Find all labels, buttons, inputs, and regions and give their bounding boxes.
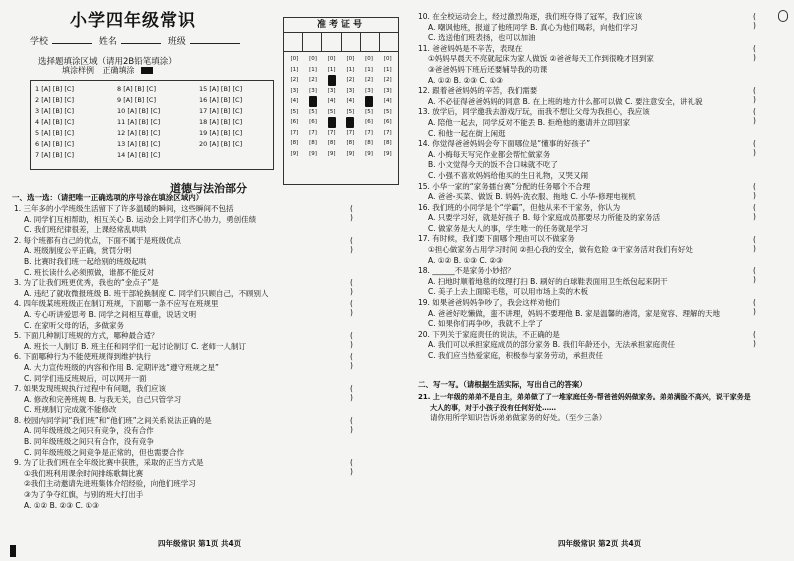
ticket-digit-bubble[interactable]: [9] xyxy=(346,150,355,157)
answer-blank[interactable]: ( ) xyxy=(753,107,756,126)
left-question-column xyxy=(14,204,353,511)
answer-blank[interactable]: ( ) xyxy=(753,12,756,30)
ticket-digit-bubble[interactable]: [6] xyxy=(346,117,354,128)
answer-option: ②我们主动邀请先进班集体介绍经验，向他们班学习 xyxy=(24,479,196,489)
question-stem: 8. 校园内同学间“我们班”和“他们班”之间关系说法正确的是 xyxy=(14,415,212,425)
ticket-digit-bubble[interactable]: [9] xyxy=(383,150,392,157)
bubble-item[interactable]: 20 [A] [B] [C] xyxy=(199,140,243,148)
ticket-number-boxes xyxy=(284,33,398,52)
ticket-digit-bubble[interactable]: [7] xyxy=(346,129,355,136)
registration-mark xyxy=(10,545,16,557)
answer-bubble-grid xyxy=(30,80,274,170)
ticket-digit-bubble[interactable]: [9] xyxy=(309,150,317,157)
question-stem: 12. 跟着爸爸妈妈的辛苦，我们需要 xyxy=(418,86,538,96)
question-stem: 9. 为了让我们班在全年级比赛中获胜，采取的正当方式是 xyxy=(14,458,204,468)
bubble-item[interactable]: 2 [A] [B] [C] xyxy=(35,96,74,104)
ticket-digit-bubble[interactable]: [5] xyxy=(309,108,317,115)
page-footer-left: 四年级常识 第1页 共4页 xyxy=(158,539,242,548)
ticket-digit-bubble[interactable]: [1] xyxy=(290,66,299,73)
ticket-digit-bubble[interactable]: [8] xyxy=(290,140,299,146)
ticket-digit-bubble[interactable]: [9] xyxy=(290,150,299,157)
answer-blank[interactable]: ( ) xyxy=(753,181,756,200)
question-stem: 5. 下面几种制订班规的方式，哪种最合适？ xyxy=(14,331,159,341)
ticket-digit-bubble[interactable]: [3] xyxy=(365,87,373,94)
bubble-item[interactable]: 3 [A] [B] [C] xyxy=(35,107,74,115)
answer-option: C. 班规制订完成就不能修改 xyxy=(24,405,117,415)
school-label: 学校 xyxy=(30,37,49,47)
ticket-digit-bubble[interactable]: [5] xyxy=(365,108,373,115)
question-stem: 20. 下列关于家庭责任的说法，不正确的是 xyxy=(418,329,560,339)
answer-blank[interactable]: ( ) xyxy=(350,278,353,297)
answer-option: A. 班长一人制订 B. 班主任和同学们一起讨论制订 C. 老师一人制订 xyxy=(24,341,246,351)
answer-option: C. 选送他们班表扬，也可以加油 xyxy=(428,33,536,43)
answer-blank[interactable]: ( ) xyxy=(350,416,353,434)
bubble-item[interactable]: 9 [A] [B] [C] xyxy=(117,96,156,104)
ticket-digit-bubble[interactable]: [6] xyxy=(309,119,317,125)
answer-blank[interactable]: ( ) xyxy=(753,202,756,221)
answer-blank[interactable]: ( ) xyxy=(753,298,756,317)
question-stem: 16. 我们班的小同学是个“学霸”，但他从来不干家务，你认为 xyxy=(418,202,621,212)
bubble-item[interactable]: 13 [A] [B] [C] xyxy=(117,140,161,148)
ticket-digit-bubble[interactable]: [8] xyxy=(365,140,373,146)
q21-line: 请你用所学知识告诉弟弟做家务的好处。（至少三条） xyxy=(430,413,607,423)
answer-option: C. 做家务是大人的事，学生唯一的任务就是学习 xyxy=(428,223,589,233)
ticket-digit-bubble[interactable]: [7] xyxy=(383,129,392,136)
bubble-item[interactable]: 16 [A] [B] [C] xyxy=(199,96,243,104)
question-stem: 3. 为了让我们班更优秀，我也的“金点子”是 xyxy=(14,278,159,288)
bubble-item[interactable]: 15 [A] [B] [C] xyxy=(199,85,243,93)
ticket-digit-column xyxy=(341,54,360,159)
ticket-digit-bubble[interactable]: [4] xyxy=(346,98,355,104)
answer-option: C. 美子上去上面晾毛毯，可以用市场上卖的木板 xyxy=(428,287,589,297)
ticket-digit-bubble[interactable]: [2] xyxy=(309,77,317,83)
bubble-item[interactable]: 12 [A] [B] [C] xyxy=(117,129,161,137)
ticket-digit-bubble[interactable]: [3] xyxy=(309,87,317,94)
example-correct: 正确填涂 xyxy=(102,66,135,75)
ticket-digit-bubble[interactable]: [4] xyxy=(309,96,317,107)
bubble-row xyxy=(35,150,269,161)
school-field[interactable] xyxy=(52,34,92,44)
fill-example xyxy=(62,66,153,76)
answer-blank[interactable]: ( ) xyxy=(350,458,353,477)
ticket-digit-bubble[interactable]: [0] xyxy=(309,56,317,62)
answer-blank[interactable]: ( ) xyxy=(350,384,353,403)
bubble-item[interactable]: 10 [A] [B] [C] xyxy=(117,107,161,115)
answer-option: B. 比赛时我们班一起给别的班级起哄 xyxy=(24,256,147,266)
bubble-row xyxy=(35,84,269,95)
ticket-digit-box[interactable] xyxy=(361,33,380,51)
class-label: 班级 xyxy=(167,37,186,47)
ticket-digit-bubble[interactable]: [8] xyxy=(383,140,392,146)
ticket-digit-box[interactable] xyxy=(342,33,361,51)
right-question-column xyxy=(418,12,756,362)
question-stem: 15. 小华一家的“家务擂台赛”分配的任务哪个不合理 xyxy=(418,181,591,191)
ticket-digit-box[interactable] xyxy=(322,33,341,51)
ticket-digit-bubble[interactable]: [6] xyxy=(383,119,392,125)
ticket-digit-box[interactable] xyxy=(303,33,322,51)
ticket-digit-bubble[interactable]: [1] xyxy=(365,66,373,73)
question-stem: 14. 你觉得爸爸妈妈会夸下面哪位是“懂事的好孩子” xyxy=(418,139,591,149)
question-stem: 17. 有时候，我们要下面哪个理由可以不做家务 xyxy=(418,234,575,244)
ticket-digit-box[interactable] xyxy=(284,33,303,51)
ticket-digit-bubble[interactable]: [4] xyxy=(365,96,373,107)
ticket-digit-bubble[interactable]: [5] xyxy=(327,108,336,115)
question-stem: 6. 下面哪种行为不能使班规得到维护执行 xyxy=(14,352,152,362)
ticket-digit-bubble[interactable]: [9] xyxy=(365,150,373,157)
answer-option: B. 小文觉得今天的饭不合口味就不吃了 xyxy=(428,160,558,170)
name-field[interactable] xyxy=(121,34,161,44)
ticket-digit-column xyxy=(285,54,304,159)
answer-option: A. ①② B. ②③ C. ①③ xyxy=(24,500,99,510)
ticket-digit-bubble[interactable]: [3] xyxy=(383,87,392,94)
q21-line: 21. 上一年级的弟弟不是自主，弟弟做了了一堆家庭任务-帮爸爸妈妈做家务。弟弟满脸不高兴，说干家务是 xyxy=(418,393,751,401)
answer-option: C. 我们班纪律很差，上课经常乱哄哄 xyxy=(24,225,147,235)
bubble-item[interactable]: 7 [A] [B] [C] xyxy=(35,151,74,159)
answer-blank[interactable]: ( ) xyxy=(753,266,756,285)
answer-option: ①担心做家务占用学习时间 ②担心我的安全，做有危险 ③干家务活对我们有好处 xyxy=(428,245,693,255)
q21-line: 大人的事，对于小孩子没有任何好处…… xyxy=(430,403,556,412)
answer-option: A. 违纪了就收微报班级 B. 班干部轮换制度 C. 同学们只顾自己，不顾别人 xyxy=(24,288,269,298)
answer-option: C. 小强不喜欢妈妈给他买的生日礼物，又哭又闹 xyxy=(428,170,589,180)
bubble-row xyxy=(35,117,269,128)
ticket-digit-bubble[interactable]: [5] xyxy=(290,108,299,115)
name-label: 姓名 xyxy=(98,37,117,47)
question-21 xyxy=(418,392,751,424)
answer-option: A. 我们可以承担家庭成员的部分家务 B. 我们年龄还小，无法承担家庭责任 xyxy=(428,340,676,350)
answer-blank[interactable]: ( ) xyxy=(350,352,353,371)
answer-blank[interactable]: ( ) xyxy=(753,86,756,105)
ticket-digit-bubble[interactable]: [1] xyxy=(327,66,336,73)
question-stem: 18. ______不是家务小妙招？ xyxy=(418,266,515,276)
answer-option: A. 陪他一起去，同学反对不能丢 B. 拒绝他的邀请并立即回家 xyxy=(428,117,631,127)
bubble-row xyxy=(35,128,269,139)
answer-option: A. 同学们互相帮助，相互关心 B. 运动会上同学们齐心协力，勇创佳绩 xyxy=(24,214,257,224)
answer-option: C. 在家听父母的话，多做家务 xyxy=(24,320,125,330)
answer-option: ①我们班利用课余时间排练歌舞比赛 xyxy=(24,468,144,478)
ticket-digit-bubble[interactable]: [2] xyxy=(365,77,373,83)
answer-option: A. 不必征得爸爸妈妈的同意 B. 在上班的地方什么都可以做 C. 要注意安全，讲礼貌 xyxy=(428,96,703,106)
part1-heading: 一、选一选：（请把唯一正确选项的序号涂在填涂区域内） xyxy=(12,193,204,202)
ticket-digit-bubble[interactable]: [7] xyxy=(327,129,336,136)
question-stem: 10. 在全校运动会上，经过激烈角逐，我们班夺得了冠军，我们应该 xyxy=(418,12,643,21)
bubble-item[interactable]: 1 [A] [B] [C] xyxy=(35,85,74,93)
question-stem: 13. 放学后，同学邀我去游戏厅玩，而我不想让父母为我担心，我应该 xyxy=(418,107,650,117)
ticket-digit-bubble[interactable]: [1] xyxy=(346,66,355,73)
answer-option: ③爸爸妈妈下班后还要辅导我的功课 xyxy=(428,64,548,74)
ticket-digit-column xyxy=(378,54,397,159)
question-stem: 2. 每个班都有自己的优点，下面不属于是班级优点 xyxy=(14,235,182,245)
question-stem: 4. 四年级某班班级正在制订班规，下面哪一条不应写在班规里 xyxy=(14,299,219,309)
bubble-row xyxy=(35,139,269,150)
answer-blank[interactable]: ( ) xyxy=(350,331,353,350)
answer-option: A. 同年级班级之间只有竞争，没有合作 xyxy=(24,426,154,436)
ticket-digit-bubble[interactable]: [0] xyxy=(365,56,373,62)
answer-option: C. 和他一起在街上闲逛 xyxy=(428,128,506,138)
ticket-digit-bubble[interactable]: [6] xyxy=(328,117,336,128)
bubble-item[interactable]: 5 [A] [B] [C] xyxy=(35,129,74,137)
bubble-item[interactable]: 11 [A] [B] [C] xyxy=(117,118,161,126)
ticket-digit-bubble[interactable]: [7] xyxy=(290,129,299,136)
bubble-item[interactable]: 4 [A] [B] [C] xyxy=(35,118,74,126)
question-stem: 7. 如果发现班规执行过程中有问题，我们应该 xyxy=(14,384,167,394)
ticket-digit-column xyxy=(360,54,379,159)
ticket-digit-bubble[interactable]: [8] xyxy=(309,140,317,146)
answer-option: C. 我们应当热爱家庭，积极参与家务劳动，承担责任 xyxy=(428,351,604,360)
ticket-digit-bubble[interactable]: [4] xyxy=(383,98,392,104)
ticket-digit-bubble[interactable]: [2] xyxy=(346,77,355,83)
ticket-digit-bubble[interactable]: [0] xyxy=(290,56,299,62)
bubble-item[interactable]: 19 [A] [B] [C] xyxy=(199,129,243,137)
answer-blank[interactable]: ( ) xyxy=(350,235,353,254)
example-label: 填涂样例 xyxy=(62,66,94,75)
ticket-digit-bubble[interactable]: [4] xyxy=(290,98,299,104)
section-title: 道德与法治部分 xyxy=(170,182,247,195)
answer-option: A. 大力宣传班级的内容和作用 B. 定期评选“遵守班规之星” xyxy=(24,362,219,372)
ticket-digit-bubble[interactable]: [8] xyxy=(327,140,336,146)
answer-option: A. ①② B. ②③ C. ①③ xyxy=(428,75,503,85)
bubble-row xyxy=(35,106,269,117)
answer-blank[interactable]: ( ) xyxy=(350,299,353,318)
ticket-digit-bubble[interactable]: [2] xyxy=(383,77,392,83)
answer-option: C. 同年级班级之间竞争是正常的，但也需要合作 xyxy=(24,447,185,457)
page-title: 小学四年级常识 xyxy=(70,11,196,31)
question-stem: 1. 三年多的小学班级生活留下了许多温暖的瞬间，这些瞬间不包括 xyxy=(14,204,234,213)
ticket-digit-bubble[interactable]: [3] xyxy=(290,87,299,94)
answer-option: ③为了争夺红旗，与别的班大打出手 xyxy=(24,490,144,500)
answer-option: C. 班长读什么必须照做，谁都不能反对 xyxy=(24,267,155,277)
fill-instruction: 选择题填涂区域（请用2B铅笔填涂） xyxy=(38,57,177,67)
ticket-digit-bubble[interactable]: [5] xyxy=(346,108,355,115)
answer-option: C. 如果你们再争吵，我就不上学了 xyxy=(428,319,544,329)
bubble-row xyxy=(35,95,269,106)
ticket-digit-bubble[interactable]: [8] xyxy=(346,140,355,146)
ticket-digit-box[interactable] xyxy=(380,33,398,51)
class-field[interactable] xyxy=(190,34,240,44)
question-stem: 19. 如果爸爸妈妈争吵了，我会这样劝他们 xyxy=(418,298,560,308)
answer-option: A. 爸爸-买菜、做饭 B. 妈妈-洗衣服、拖地 C. 小华-修理电视机 xyxy=(428,192,636,202)
question-stem: 11. 爸爸妈妈是不辛苦，表现在 xyxy=(418,43,523,53)
ticket-digit-bubble[interactable]: [7] xyxy=(365,129,373,136)
ticket-digit-column xyxy=(322,54,341,159)
ticket-digit-bubble[interactable]: [2] xyxy=(290,77,299,83)
part2-heading: 二、写一写。（请根据生活实际，写出自己的答案） xyxy=(418,380,587,389)
answer-option: B. 同年级班级之间只有合作，没有竞争 xyxy=(24,437,154,447)
ticket-digit-column xyxy=(304,54,323,159)
answer-option: A. 嘲讽他班，报道了他班同学 B. 真心为他们喝彩，向他们学习 xyxy=(428,22,638,32)
ticket-digit-columns xyxy=(284,52,398,161)
admission-ticket-box xyxy=(283,17,399,185)
ticket-digit-bubble[interactable]: [3] xyxy=(327,87,336,94)
ticket-digit-bubble[interactable]: [2] xyxy=(328,75,336,86)
ticket-digit-bubble[interactable]: [5] xyxy=(383,108,392,115)
answer-option: A. 只要学习好，就是好孩子 B. 每个家庭成员都要尽力所能及的家务活 xyxy=(428,213,661,223)
answer-blank[interactable]: ( ) xyxy=(753,330,756,348)
ticket-digit-bubble[interactable]: [1] xyxy=(383,66,392,73)
bubble-item[interactable]: 8 [A] [B] [C] xyxy=(117,85,156,93)
answer-option: A. 专心听讲爱思考 B. 同学之间相互尊重，说话文明 xyxy=(24,309,197,319)
answer-option: A. 小梅每天写完作业都会帮忙做家务 xyxy=(428,149,551,159)
bubble-item[interactable]: 14 [A] [B] [C] xyxy=(117,151,161,159)
answer-option: A. 修改和完善班规 B. 与我无关，自己只管学习 xyxy=(24,394,182,404)
ticket-digit-bubble[interactable]: [1] xyxy=(309,66,317,73)
answer-option: A. 扫地时顺着地毯的纹理打扫 B. 刷好的白球鞋表面用卫生纸包起来阴干 xyxy=(428,276,668,286)
ticket-digit-bubble[interactable]: [0] xyxy=(346,56,355,62)
ticket-digit-bubble[interactable]: [0] xyxy=(383,56,392,62)
ticket-digit-bubble[interactable]: [3] xyxy=(346,87,355,94)
answer-option: ①妈妈早晨天不亮就起床为家人做饭 ②爸爸每天工作到很晚才回到家 xyxy=(428,54,654,64)
ticket-digit-bubble[interactable]: [6] xyxy=(290,119,299,125)
ticket-digit-bubble[interactable]: [9] xyxy=(327,150,336,157)
ticket-digit-bubble[interactable]: [4] xyxy=(327,98,336,104)
answer-blank[interactable]: ( ) xyxy=(753,43,756,62)
bubble-item[interactable]: 17 [A] [B] [C] xyxy=(199,107,243,115)
answer-blank[interactable]: ( ) xyxy=(350,204,353,222)
corner-mark xyxy=(778,10,788,22)
bubble-item[interactable]: 6 [A] [B] [C] xyxy=(35,140,74,148)
ticket-digit-bubble[interactable]: [7] xyxy=(309,129,317,136)
answer-option: A. ①② B. ①③ C. ②③ xyxy=(428,255,503,265)
ticket-digit-bubble[interactable]: [0] xyxy=(327,56,336,62)
answer-option: C. 同学们违反班规后，可以网开一面 xyxy=(24,373,147,383)
page-footer-right: 四年级常识 第2页 共4页 xyxy=(558,539,642,548)
ticket-title: 准考证号 xyxy=(284,18,398,33)
answer-blank[interactable]: ( ) xyxy=(753,139,756,158)
ticket-digit-bubble[interactable]: [6] xyxy=(365,119,373,125)
answer-option: A. 班级制度公平正确，赏罚分明 xyxy=(24,246,132,256)
bubble-item[interactable]: 18 [A] [B] [C] xyxy=(199,118,243,126)
filled-bubble-sample xyxy=(141,67,153,74)
answer-option: A. 爸爸好吃懒做，蛮不讲理，妈妈不要理他 B. 家是温馨的港湾，家是宽容、理解的天地 xyxy=(428,308,721,318)
student-info xyxy=(30,34,244,47)
answer-blank[interactable]: ( ) xyxy=(753,234,756,253)
